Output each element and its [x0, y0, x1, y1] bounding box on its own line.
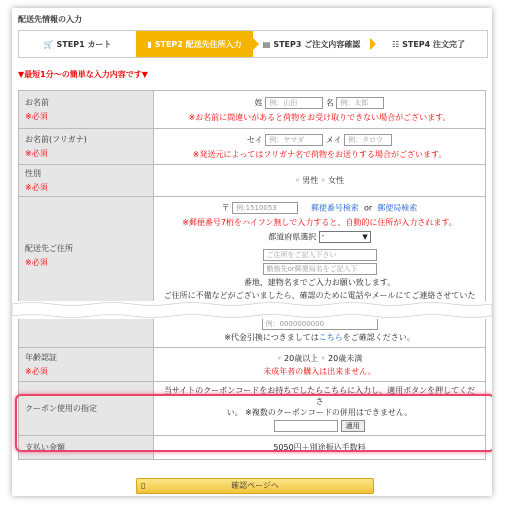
step-complete	[370, 31, 487, 57]
or-text: or	[364, 203, 373, 213]
intro-note: ▼最短1分〜の簡単な入力内容です▼	[18, 70, 148, 79]
address-cell	[154, 197, 486, 315]
step-label: ご注文内容確認	[304, 39, 361, 49]
payment-info-link[interactable]: こちら	[318, 333, 343, 342]
coupon-cell	[154, 382, 486, 436]
name-label: お名前	[25, 98, 49, 107]
required-mark: ※必須	[25, 258, 48, 267]
step-num: STEP3	[273, 39, 302, 49]
page-frame	[12, 8, 492, 496]
apply-coupon-button[interactable]: 適用	[341, 420, 365, 432]
total-cell	[154, 436, 486, 460]
prefecture-value: -	[321, 232, 325, 240]
step-label: 注文完了	[433, 39, 466, 49]
coupon-instructions: 当サイトのクーポンコードをお持ちでしたらこちらに入力し、適用ボタンを押してくださ	[163, 386, 476, 406]
postal-note: ※郵便番号7桁をハイフン無しで入力すると、自動的に住所が入力されます。	[182, 218, 457, 227]
gender-cell	[154, 165, 486, 197]
order-form	[18, 90, 486, 460]
age-note: 未成年者の購入は出来ません。	[263, 366, 376, 376]
address-building-input[interactable]: 勤務先or郵便局名をご記入下	[263, 263, 377, 275]
over20-radio[interactable]: ◦	[276, 353, 282, 363]
coupon-label-cell	[19, 382, 154, 436]
postal-search-link[interactable]: 郵便番号検索	[310, 203, 359, 213]
postal-code-input[interactable]: 例:1510053	[232, 202, 298, 214]
cart-icon: 🛒	[43, 39, 54, 49]
coupon-code-input[interactable]	[274, 420, 338, 432]
female-label: 女性	[328, 176, 345, 185]
clipboard-icon: ▤	[262, 39, 271, 49]
under20-radio[interactable]: ◦	[320, 353, 326, 363]
payment-note-prefix: ※代金引換につきましては	[224, 333, 319, 342]
sei-label: 姓	[254, 98, 263, 107]
kana-note: ※発送元によってはフリガナ名で荷物をお送りする場合がございます。	[192, 149, 447, 159]
required-mark: ※必須	[25, 149, 48, 158]
step-arrow	[370, 38, 376, 50]
address-label: 配送先ご住所	[25, 244, 73, 253]
step-label: カート	[87, 39, 112, 49]
address-label-cell	[19, 197, 154, 315]
step-confirm	[253, 31, 370, 57]
payment-label-cell	[19, 315, 154, 348]
address-input[interactable]: ご住所をご記入下さい	[263, 249, 377, 261]
name-label-cell	[19, 91, 154, 129]
address-note: 番地、建物名までご入力お願い致します。	[243, 278, 396, 287]
step-num: STEP4	[402, 39, 431, 49]
kana-mei-label: メイ	[325, 135, 342, 144]
age-label-cell	[19, 348, 154, 382]
step-arrow	[253, 38, 259, 50]
contact-note: ご住所に不備などがございましたら、確認のために電話やメールにてご連絡させていた	[163, 291, 476, 300]
gender-label-cell	[19, 165, 154, 197]
coupon-instructions-end: い。	[226, 408, 243, 417]
payment-partial-input[interactable]: 例：0000000000	[262, 318, 378, 330]
total-value: 5050円＋別途振込手数料	[273, 443, 366, 452]
step-num: STEP2	[154, 39, 183, 49]
confirm-label: 確認ページへ	[231, 481, 279, 490]
age-label: 年齢認証	[25, 353, 57, 362]
male-radio[interactable]: ◦	[294, 176, 300, 185]
mei-label: 名	[325, 98, 334, 107]
checklist-icon: ☷	[391, 39, 400, 49]
name-cell	[154, 91, 486, 129]
gender-label: 性別	[25, 169, 41, 178]
payment-cell	[154, 315, 486, 348]
page-title: 配送先情報の入力	[18, 15, 82, 24]
first-name-input[interactable]: 例：太郎	[336, 97, 384, 109]
name-note: ※お名前に間違いがあると荷物をお受け取りできない場合がございます。	[188, 112, 451, 122]
required-mark: ※必須	[25, 367, 48, 376]
total-label-cell	[19, 436, 154, 460]
post-office-search-link[interactable]: 郵便局検索	[377, 203, 418, 213]
kana-label: お名前(フリガナ)	[25, 135, 87, 144]
prefecture-select[interactable]	[319, 231, 371, 243]
female-radio[interactable]: ◦	[320, 176, 326, 185]
total-label: 支払い金額	[25, 443, 65, 452]
payment-note-suffix: をご確認ください。	[342, 333, 415, 342]
step-num: STEP1	[56, 39, 85, 49]
confirm-page-button[interactable]	[136, 478, 374, 494]
first-name-kana-input[interactable]: 例：タロウ	[344, 134, 392, 146]
chevron-down-icon: ▼	[362, 233, 368, 241]
kana-label-cell	[19, 129, 154, 165]
step-label: 配送先住所入力	[185, 39, 242, 49]
last-name-input[interactable]: 例：山田	[265, 97, 323, 109]
postal-mark: 〒	[221, 203, 230, 213]
last-name-kana-input[interactable]: 例：ヤマダ	[265, 134, 323, 146]
step-cart	[19, 31, 136, 57]
under20-label: 20歳未満	[328, 353, 363, 363]
step-address	[136, 31, 253, 57]
required-mark: ※必須	[25, 183, 48, 192]
coupon-label: クーポン使用の指定	[25, 404, 97, 413]
kana-cell	[154, 129, 486, 165]
step-progress	[18, 30, 488, 58]
torn-edge	[12, 301, 492, 319]
pref-label: 都道府県選択	[268, 232, 317, 242]
male-label: 男性	[302, 176, 319, 185]
document-icon: ▯	[141, 481, 146, 490]
over20-label: 20歳以上	[284, 353, 319, 363]
age-cell	[154, 348, 486, 382]
kana-sei-label: セイ	[246, 135, 263, 144]
coupon-note: ※複数のクーポンコードの併用はできません。	[245, 408, 413, 417]
document-icon: ▮	[147, 39, 152, 49]
required-mark: ※必須	[25, 112, 48, 121]
